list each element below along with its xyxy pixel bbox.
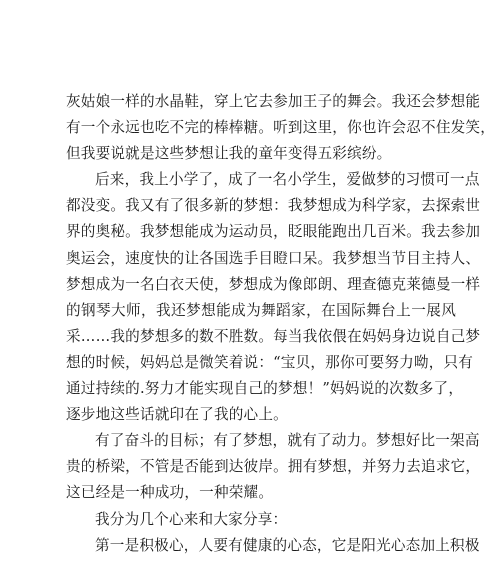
text-line: 我分为几个心来和大家分享：: [95, 510, 288, 528]
text-line: 界的奥秘。我梦想能成为运动员，眨眼能跑出几百米。我去参加: [66, 223, 481, 241]
paragraph-5: [66, 533, 480, 559]
text-line: 但我要说就是这些梦想让我的童年变得五彩缤纷。: [66, 145, 392, 163]
paragraph-4: [66, 507, 456, 533]
paragraph-1: [66, 89, 496, 167]
text-line: 后来，我上小学了，成了一名小学生，爱做梦的习惯可一点: [95, 171, 480, 189]
text-line: 这已经是一种成功，一种荣耀。: [66, 484, 274, 502]
text-line: 第一是积极心，人要有健康的心态，它是阳光心态加上积极: [95, 536, 480, 554]
paragraph-3: [66, 428, 481, 506]
text-line: 采……我的梦想多的数不胜数。每当我依偎在妈妈身边说自己梦: [66, 327, 481, 345]
text-line: 贵的桥梁，不管是否能到达彼岸。拥有梦想，并努力去追求它，: [66, 458, 481, 476]
document-body: [66, 89, 496, 559]
text-line: 都没变。我又有了很多新的梦想：我梦想成为科学家，去探索世: [66, 197, 481, 215]
text-line: 通过持续的.努力才能实现自己的梦想！”妈妈说的次数多了，: [66, 380, 464, 398]
text-line: 奥运会，速度快的让各国选手目瞪口呆。我梦想当节目主持人、: [66, 249, 481, 267]
text-line: 灰姑娘一样的水晶鞋，穿上它去参加王子的舞会。我还会梦想能: [66, 93, 481, 110]
text-line: 想的时候，妈妈总是微笑着说：“宝贝，那你可要努力呦，只有: [66, 353, 474, 371]
text-line: 有了奋斗的目标；有了梦想，就有了动力。梦想好比一架高: [95, 432, 480, 450]
text-line: 逐步地这些话就印在了我的心上。: [66, 406, 288, 424]
text-line: 的钢琴大师，我还梦想能成为舞蹈家，在国际舞台上一展风: [66, 301, 456, 319]
text-line: 梦想成为一名白衣天使，梦想成为像郎朗、理查德克莱德曼一样: [66, 275, 481, 293]
paragraph-2: [66, 167, 481, 428]
text-line: 有一个永远也吃不完的棒棒糖。听到这里，你也许会忍不住发笑，: [66, 119, 496, 137]
